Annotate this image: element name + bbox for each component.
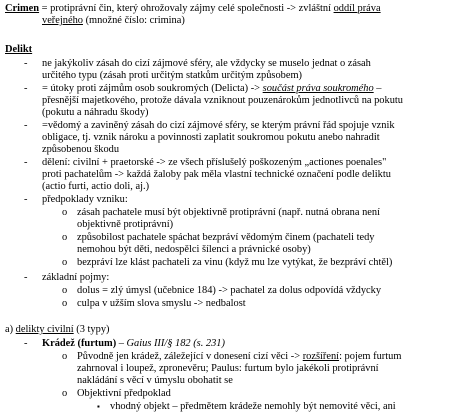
circle-bullet: o — [62, 285, 68, 296]
delikt-point-2-dash: – — [373, 83, 382, 94]
delikt-point-4-line-2: proti pachatelům -> každá žaloby pak měla vlastní technické označení podle deliktu — [42, 169, 391, 180]
kradez-point-1-link: rozšíření — [302, 351, 340, 362]
dash-bullet: - — [24, 194, 28, 205]
term-dolus: dolus = zlý úmysl (učebnice 184) -> pachatel za dolus odpovídá vždycky — [77, 285, 382, 296]
civil-prefix: a) — [5, 324, 16, 335]
circle-bullet: o — [62, 232, 68, 243]
delikt-point-1-line-2: určitého typu (zásah proti určitým statkům určitým způsobem) — [42, 70, 302, 81]
kradez-label: Krádež (furtum) — [42, 338, 117, 349]
kradez-point-1-line-2: zahrnoval i loupež, zpronevěru; Paulus: furtum bylo jakékoli protiprávní — [77, 363, 379, 374]
subpoint-2-line-2: nemohou být děti, nedospělci šílenci a právnické osoby) — [77, 244, 311, 255]
circle-bullet: o — [62, 298, 68, 309]
crimen-line-1 — [5, 3, 381, 15]
circle-bullet: o — [62, 257, 68, 268]
circle-bullet: o — [62, 351, 68, 362]
kradez-point-1-line-3: nakládání s věcí v úmyslu obohatit se — [77, 375, 233, 386]
circle-bullet: o — [62, 388, 68, 399]
crimen-definition: = protiprávní čin, který ohrožovaly zájmy celé společnosti -> zvláštní — [39, 3, 334, 14]
delikt-point-3-line-2: obligace, tj. vznik nároku a povinnosti zaplatit soukromou pokutu anebo nahradit — [42, 132, 380, 143]
dash-bullet: - — [24, 120, 28, 131]
crimen-line-2 — [42, 15, 185, 27]
delikt-point-2-link: součást práva soukromého — [262, 83, 374, 94]
delikt-heading: Delikt — [5, 44, 33, 55]
delikt-point-2-text: = útoky proti zájmům osob soukromých (Delicta) -> — [42, 83, 263, 94]
civil-heading-text: delikty civilní — [15, 324, 74, 335]
square-bullet: ▪ — [97, 402, 100, 411]
delikt-point-4-line-1: dělení: civilní + praetorské -> ze všech příslušelý poškozeným „actiones poenales" — [42, 157, 387, 168]
subpoint-3: bezpráví lze klást pachateli za vinu (když mu lze vytýkat, že bezpráví chtěl) — [77, 257, 393, 268]
kradez-point-1-rest: : pojem furtum — [339, 351, 402, 362]
kradez-point-1-line-1 — [77, 351, 401, 363]
civil-suffix: (3 typy) — [73, 324, 110, 335]
dash-bullet: - — [24, 338, 28, 349]
crimen-link-part-2: veřejného — [42, 15, 83, 26]
subpoint-1-line-2: objektivně protiprávní) — [77, 219, 174, 230]
kradez-point-2: Objektivní předpoklad — [77, 388, 171, 399]
dash-bullet: - — [24, 83, 28, 94]
crimen-link-part-1: oddíl práva — [333, 3, 381, 14]
delikt-point-1-line-1: ne jakýkoliv zásah do cizí zájmové sféry, ale vždycky se muselo jednat o zásah — [42, 58, 371, 69]
term-culpa: culpa v užším slova smyslu -> nedbalost — [77, 298, 246, 309]
kradez-subpoint-cut: vhodný objekt – předmětem krádeže nemohly být nemovité věci, ani — [110, 401, 396, 412]
delikt-point-3-line-1: =vědomý a zaviněný zásah do cizí zájmové sféry, se kterým právní řád spojuje vznik — [42, 120, 395, 131]
delikt-point-6: základní pojmy: — [42, 272, 110, 283]
delikt-point-2-line-1 — [42, 83, 381, 95]
subpoint-1-line-1: zásah pachatele musí být objektivně protiprávní (např. nutná obrana není — [77, 207, 380, 218]
delikt-point-4-line-3: (actio furti, actio doli, aj.) — [42, 181, 150, 192]
civil-delicts-heading — [5, 324, 109, 336]
kradez-reference: – Gaius III/§ 182 (s. 231) — [116, 338, 225, 349]
circle-bullet: o — [62, 207, 68, 218]
dash-bullet: - — [24, 58, 28, 69]
crimen-plural: (množné číslo: crimina) — [82, 15, 185, 26]
kradez-line — [42, 338, 225, 350]
crimen-term: Crimen — [5, 3, 40, 14]
delikt-point-2-line-2: přesnější majetkového, protože dávala vzniknout pouzenárokům jednotlivců na pokutu — [42, 95, 403, 106]
delikt-point-5: předpoklady vzniku: — [42, 194, 128, 205]
delikt-point-2-line-3: (pokutu a náhradu škody) — [42, 107, 149, 118]
kradez-point-1-text: Původně jen krádež, záležející v donesení cizí věci -> — [77, 351, 303, 362]
dash-bullet: - — [24, 157, 28, 168]
delikt-point-3-line-3: způsobenou škodu — [42, 144, 120, 155]
dash-bullet: - — [24, 272, 28, 283]
subpoint-2-line-1: způsobilost pachatele spáchat bezpráví vědomým činem (pachateli tedy — [77, 232, 375, 243]
